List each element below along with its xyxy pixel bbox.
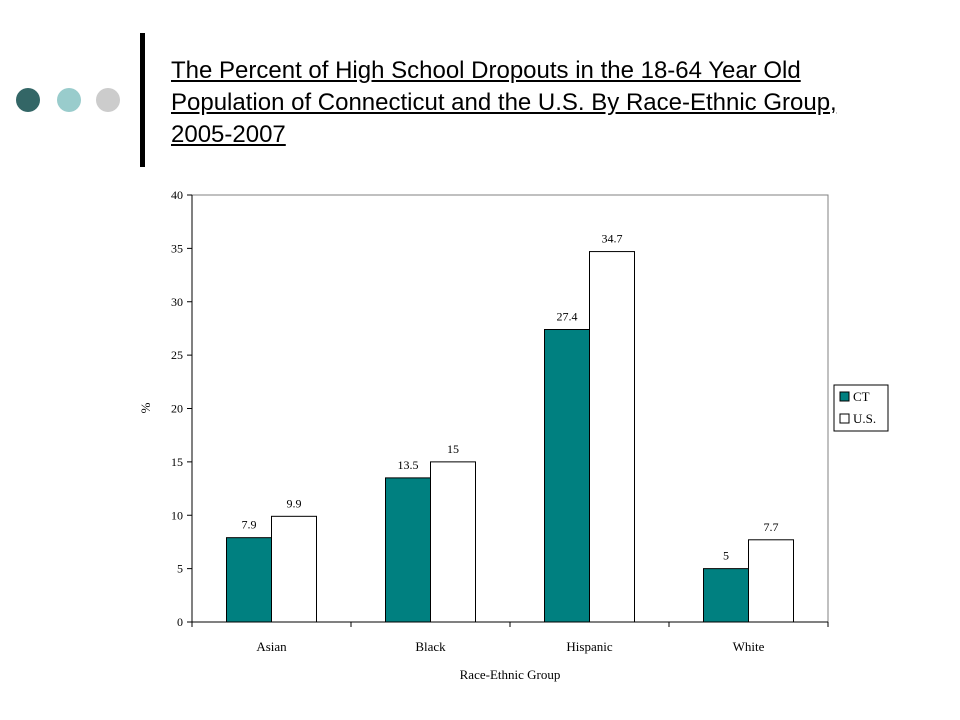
y-tick-label: 20	[171, 401, 183, 416]
category-label-white: White	[732, 639, 765, 654]
data-label: 9.9	[286, 496, 302, 511]
x-axis-label: Race-Ethnic Group	[459, 667, 561, 682]
legend-label-ct: CT	[853, 389, 870, 404]
y-tick-label: 35	[171, 241, 183, 256]
data-label: 7.9	[241, 517, 257, 532]
legend-swatch-ct	[840, 392, 849, 401]
legend	[834, 385, 888, 431]
bar-us-black	[431, 462, 476, 622]
slide-title: The Percent of High School Dropouts in the 18-64 Year Old Population of Connecticut and the U.S. By Race-Ethnic Group, 2005-2007	[171, 57, 837, 148]
y-tick-label: 0	[177, 615, 183, 629]
data-label: 27.4	[556, 309, 578, 324]
bar-us-asian	[272, 516, 317, 622]
data-label: 15	[447, 441, 459, 456]
y-tick-label: 40	[171, 188, 183, 202]
legend-swatch-us	[840, 414, 849, 423]
y-tick-label: 25	[171, 348, 183, 363]
data-label: 34.7	[601, 231, 623, 246]
bar-us-hispanic	[590, 252, 635, 622]
bar-us-white	[749, 540, 794, 622]
legend-label-us: U.S.	[853, 411, 877, 426]
y-tick-label: 30	[171, 294, 183, 309]
y-tick-label: 15	[171, 454, 183, 469]
data-label: 5	[723, 548, 729, 563]
y-tick-label: 10	[171, 508, 183, 523]
category-label-black: Black	[415, 639, 446, 654]
bar-ct-asian	[227, 538, 272, 622]
bar-ct-black	[386, 478, 431, 622]
bar-ct-white	[704, 569, 749, 622]
data-label: 13.5	[397, 457, 419, 472]
y-tick-label: 5	[177, 561, 183, 576]
bar-ct-hispanic	[545, 330, 590, 622]
y-axis-label: %	[138, 402, 153, 414]
category-label-asian: Asian	[256, 639, 287, 654]
category-label-hispanic: Hispanic	[566, 639, 613, 654]
data-label: 7.7	[763, 519, 779, 534]
